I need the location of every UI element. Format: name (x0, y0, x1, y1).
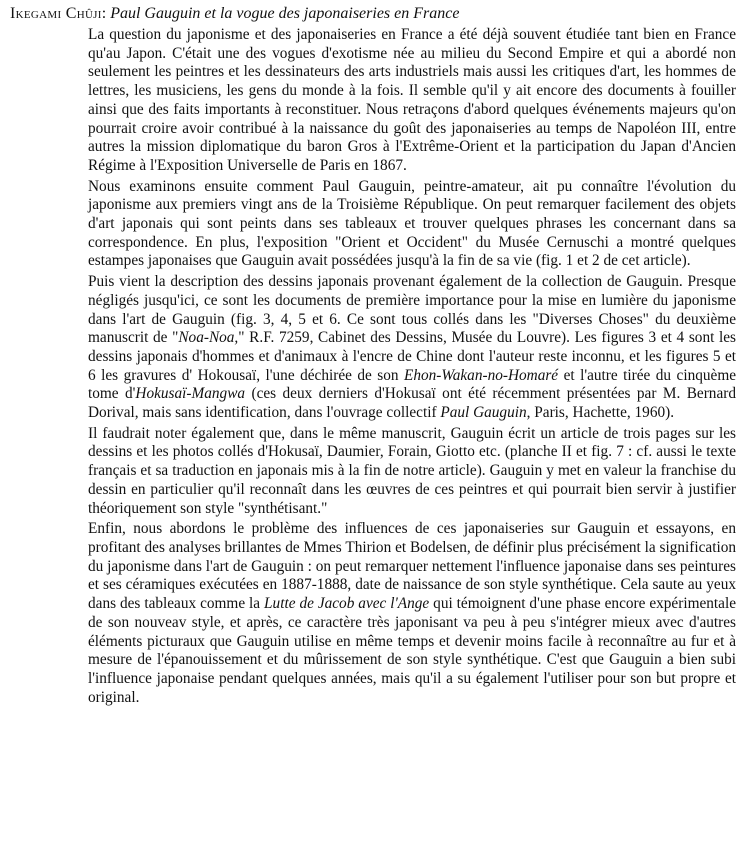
paragraph-3-italic-ehon: Ehon-Wakan-no-Homaré (404, 366, 559, 384)
header-author: Ikegami Chûji (10, 5, 102, 22)
header-separator: : (101, 5, 111, 22)
paragraph-3-text: Puis vient la description des dessins japonais provenant également de la collection de Gauguin. Presque négligés jusqu'ici, ce sont les documents de première importance pour la mise en lumière du japonisme dans l'art de Gauguin (fig. 3, 4, 5 et 6. Ce sont tous collés dans les "Diverses Choses" du deuxième manuscrit de " (88, 273, 736, 347)
paragraph-5-text: qui témoignent d'une phase encore expérimentale de son nouveav style, et après, ce caractère très japonisant va peu à peu s'intégrer mieux avec d'autres éléments picturaux que Gauguin utilise en même temps et devenir moins facile à reconnaître au fur et à mesure de l'épanouissement et du mûrissement de son style synthétique. C'est que Gauguin a bien subi l'influence japonaise pendant quelques années, mais qu'il a su également l'utiliser pour son but propre et original. (88, 595, 736, 706)
paragraph-3-italic-mangwa: Hokusaï-Mangwa (135, 385, 246, 403)
paragraph-3-italic-paul-gauguin: Paul Gauguin (440, 404, 527, 422)
paragraph-3-text: " R.F. 7259, Cabinet des Dessins, Musée du Louvre). Les figures 3 et 4 sont les dessins japonais d'hommes et d'animaux à l'encre de Chine dont l'auteur reste inconnu, et les figures 5 et 6 les gravures d' Hokousaï, l'une déchirée de son (88, 329, 737, 384)
paragraph-5-italic-lutte: Lutte de Jacob avec l'Ange (264, 595, 430, 613)
paragraph-3-text: , Paris, Hachette, 1960). (526, 404, 675, 422)
paragraph-3-italic-noa-noa: Noa-Noa, (178, 329, 239, 347)
paragraph-4: Il faudrait noter également que, dans le même manuscrit, Gauguin écrit un article de trois pages sur les dessins et les photos collés d'Hokusaï, Daumier, Forain, Giotto etc. (planche II et fig. 7 : cf. aussi le texte français et sa traduction en japonais mis à la fin de notre article). Gauguin y met en valeur la franchise du dessin en particulier qu'il reconnaît dans les œuvres de ces peintres et qui pourrait bien servir à justifier théoriquement son style "synthétisant." (88, 424, 736, 517)
running-header (10, 4, 736, 24)
paragraph-3-text: (ces deux derniers d'Hokusaï ont été récemment présentées par M. Bernard Dorival, mais sans identification, dans l'ouvrage collectif (88, 385, 736, 422)
paragraph-2: Nous examinons ensuite comment Paul Gauguin, peintre-amateur, ait pu connaître l'évolution du japonisme aux premiers vingt ans de la Troisième République. On peut remarquer facilement des objets d'art japonais qui sont peints dans ses tableaux et trouver quelques phrases les concernant dans sa correspondence. En plus, l'exposition "Orient et Occident" du Musée Cernuschi a montré quelques estampes japonaises que Gauguin avait possédées jusqu'à la fin de sa vie (fig. 1 et 2 de cet article). (88, 177, 736, 270)
paragraph-5-text: Enfin, nous abordons le problème des influences de ces japonaiseries sur Gauguin et essayons, en profitant des analyses brillantes de Mmes Thirion et Bodelsen, de définir plus précisément la signification du japonisme dans l'art de Gauguin : on peut remarquer nettement l'influence japonaise dans ses peintures et ses céramiques exécutées en 1887-1888, date de naissance de son style synthétique. Cela saute au yeux dans des tableaux comme la (88, 520, 736, 613)
article-body (10, 26, 736, 707)
paragraph-5 (88, 520, 736, 707)
paragraph-3-text: et l'autre tirée du cinquème tome d' (88, 366, 737, 403)
paragraph-3 (88, 273, 736, 423)
header-title: Paul Gauguin et la vogue des japonaiseries en France (110, 5, 460, 22)
paragraph-1: La question du japonisme et des japonaiseries en France a été déjà souvent étudiée tant bien en France qu'au Japon. C'était une des vogues d'exotisme née au milieu du Second Empire et qui a abordé non seulement les peintres et les dessinateurs des arts industriels mais aussi les critiques d'art, les hommes de lettres, les musiciens, les gens du monde à la fois. Il semble qu'il y ait encore des documents à fouiller ainsi que des faits importants à reconstituer. Nous retraçons d'abord quelques événements majeurs qu'on pourrait croire avoir contribué à la naissance du goût des japonaiseries au temps de Napoléon III, entre autres la mission diplomatique du baron Gros à l'Extrême-Orient et la participation du Japan d'Ancien Régime à l'Exposition Universelle de Paris en 1867. (88, 26, 736, 174)
